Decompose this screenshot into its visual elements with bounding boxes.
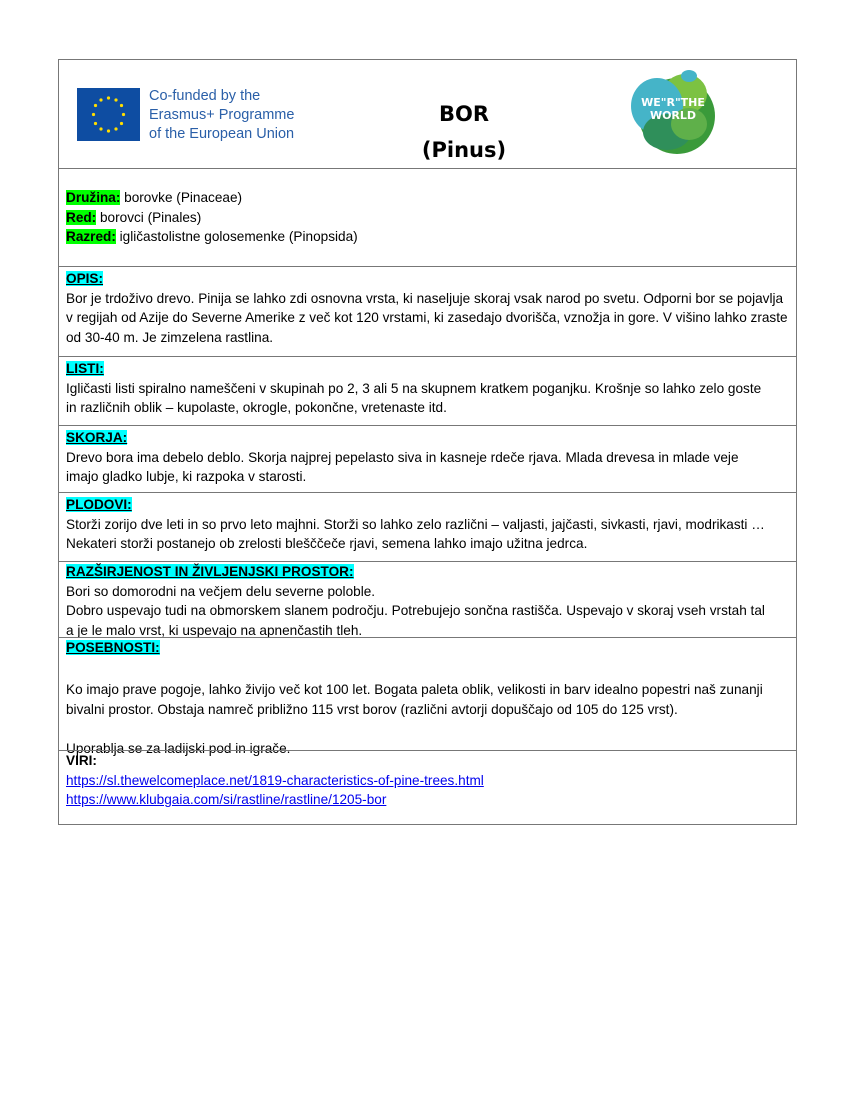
class-line <box>66 227 790 247</box>
page-subtitle: (Pinus) <box>421 138 507 162</box>
razsirjenost-line: Dobro uspevajo tudi na obmorskem slanem področju. Potrebujejo sončna rastišča. Uspevajo v skoraj vseh vrstah tal <box>66 603 765 618</box>
opis-line: v regijah od Azije do Severne Amerike z več kot 120 vrstami, ki zasedajo dvorišča, vznožja in gore. V višino lahko zraste <box>66 310 788 325</box>
razsirjenost-section <box>59 561 796 637</box>
order-line <box>66 208 790 228</box>
eu-line: of the European Union <box>149 126 295 142</box>
viri-heading: VIRI: <box>66 753 97 768</box>
eu-line: Erasmus+ Programme <box>149 107 295 123</box>
skorja-section <box>59 425 796 492</box>
skorja-heading: SKORJA: <box>66 430 128 445</box>
skorja-line: Drevo bora ima debelo deblo. Skorja najprej pepelasto siva in kasneje rdeče rjava. Mlada drevesa in mlade veje <box>66 449 739 465</box>
header-row <box>59 60 796 168</box>
opis-section <box>59 266 796 356</box>
logo-line: WE"R"THE <box>641 96 705 109</box>
skorja-line: imajo gladko lubje, ki razpoka v starosti. <box>66 469 307 484</box>
listi-line: Igličasti listi spiralno nameščeni v skupinah po 2, 3 ali 5 na skupnem kratkem poganjku. Krošnje so lahko zelo goste <box>66 380 762 396</box>
plodovi-heading: PLODOVI: <box>66 497 132 512</box>
class-value: igličastolistne golosemenke (Pinopsida) <box>115 229 358 244</box>
plodovi-line: Storži zorijo dve leti in so prvo leto majhni. Storži so lahko zelo različni – valjasti, jajčasti, sivkasti, rjavi, modrikasti … <box>66 516 765 532</box>
posebnosti-line: Ko imajo prave pogoje, lahko živijo več kot 100 let. Bogata paleta oblik, velikosti in barv idealno popestri naš zunanji <box>66 682 763 697</box>
document-table <box>58 59 797 825</box>
we-are-the-world-logo <box>627 66 717 158</box>
listi-heading: LISTI: <box>66 361 104 376</box>
order-label: Red: <box>66 209 97 225</box>
razsirjenost-heading: RAZŠIRJENOST IN ŽIVLJENJSKI PROSTOR: <box>66 564 354 579</box>
plodovi-section <box>59 492 796 561</box>
family-label: Družina: <box>66 190 121 205</box>
plodovi-line: Nekateri storži postanejo ob zrelosti blešččeče rjavi, semena lahko imajo užitna jedrca. <box>66 536 588 551</box>
posebnosti-line: Uporablja se za ladijski pod in igrače. <box>66 740 291 756</box>
logo-line: WORLD <box>649 109 697 122</box>
razsirjenost-line: a je le malo vrst, ki uspevajo na apnenčastih tleh. <box>66 622 363 638</box>
listi-section <box>59 356 796 425</box>
family-line <box>66 188 790 208</box>
opis-heading: OPIS: <box>66 271 104 286</box>
order-value: borovci (Pinales) <box>96 209 202 225</box>
taxonomy-row <box>59 168 796 266</box>
eu-flag-icon <box>77 88 140 141</box>
source-link[interactable]: https://www.klubgaia.com/si/rastline/rastline/1205-bor <box>66 792 387 807</box>
posebnosti-line: bivalni prostor. Obstaja namreč približno 115 vrst borov (različni avtorji dopuščajo od 105 do 125 vrst). <box>66 701 678 717</box>
class-label: Razred: <box>66 229 116 244</box>
page-title: BOR <box>438 102 490 126</box>
listi-line: in različnih oblik – kupolaste, okrogle, pokončne, vretenaste itd. <box>66 400 447 415</box>
opis-line: Bor je trdoživo drevo. Pinija se lahko zdi osnovna vrsta, ki naseljuje skoraj vsak narod po svetu. Odporni bor se pojavlja <box>66 290 784 306</box>
posebnosti-heading: POSEBNOSTI: <box>66 640 160 655</box>
opis-line: od 30-40 m. Je zimzelena rastlina. <box>66 329 274 345</box>
razsirjenost-line: Bori so domorodni na večjem delu severne poloble. <box>66 583 376 599</box>
source-link[interactable]: https://sl.thewelcomeplace.net/1819-characteristics-of-pine-trees.html <box>66 772 484 788</box>
viri-section <box>59 750 796 825</box>
family-value: borovke (Pinaceae) <box>120 190 243 205</box>
posebnosti-section <box>59 637 796 756</box>
eu-line: Co-funded by the <box>149 88 261 104</box>
eu-funding-text <box>149 87 294 144</box>
